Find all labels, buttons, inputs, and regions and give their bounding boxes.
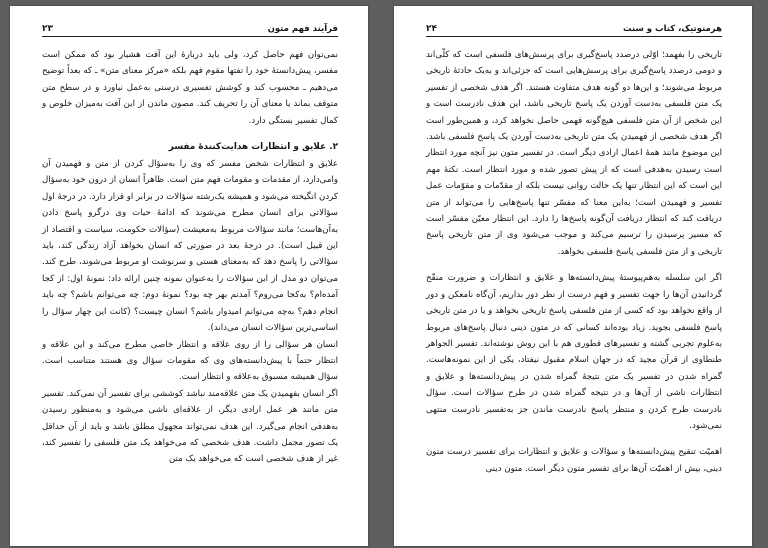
paragraph: اگر انسان بفهمیدن یک متن علاقه‌مند نباشد کوششی برای تفسیر آن نمی‌کند. تفسیر متن مانند هر عمل ارادی دیگر، از علاقه‌ای ناشی می‌شود و به‌منظور رسیدن به‌هدفی انجام می‌گیرد. این هدف نمی‌تواند مجهول مطلق باشد و باید از آن حداقل یک تصور مجمل داشت. هدف شخصی که می‌خواهد یک متن فلسفی را تفسیر کند، غیر از هدف شخصی است که می‌خواهد یک متن	[42, 388, 338, 465]
paragraph: علایق و انتظارات شخص مفسر که وی را به‌سؤال کردن از متن و فهمیدن آن وامی‌دارد، از مقدمات و مقومات فهم متن است. ظاهراً انسان از درون خود به‌سؤال کردن انگیخته می‌شود و همیشه یک‌رشته سؤالات در برابر او قرار دارد. در درجهٔ اول سؤالاتی برای انسان مطرح می‌شوند که ادامهٔ حیات وی درگرو پاسخ دادن به‌آن‌هاست؛ مانند سؤالات مربوط به‌معیشت (سؤالات حکومت، سیاست و اقتصاد از این قبیل است). در درجهٔ بعد در صورتی که انسان بخواهد آزاد زندگی کند، باید سؤالاتی را پاسخ دهد که به‌معنای هستی و سرنوشت او مربوط می‌شوند، طرح کند. می‌توان دو مدل از این سؤالات را به‌عنوان نمونه چنین ارائه داد: نمونهٔ اول: از کجا آمده‌ام؟ به‌کجا می‌روم؟ آمدنم بهر چه بود؟ نمونهٔ دوم: چه می‌توانم باشم؟ چه باید انجام دهم؟ به‌چه می‌توانم امیدوار باشم؟ انسان چیست؟ (کانت این چهار سؤال را اساسی‌ترین سؤالات انسان می‌داند).	[42, 159, 338, 334]
running-title: هرمنوتیک، کتاب و سنت	[623, 24, 722, 34]
paragraph: تاریخی را بفهمد؛ اوّلی درصدد پاسخ‌گیری برای پرسش‌های فلسفی است که کلّی‌اند و دومی درصدد پاسخ‌گیری برای پرسش‌هایی است که جزئی‌اند و به‌یک حادثهٔ تاریخی مربوط می‌شوند؛ و این‌ها دو گونه هدف متفاوت هستند. اگر هدف شخصی از تفسیر یک متن فلسفی به‌دست آوردن یک پاسخ تاریخی باشد، این هدف نادرست است و این شخص از آن متن فلسفی هیچ‌گونه فهمی حاصل نخواهد کرد، و همین‌طور است اگر هدف شخصی از فهمیدن یک متن تاریخی به‌دست آوردن یک پاسخ فلسفی باشد. این موضوع مانند همهٔ اعمال ارادی دیگر است. در تفسیر متون نیز آنچه مورد انتظار است رسیدن به‌هدفی است که از پیش تصور شده و مورد انتظار است. نکتهٔ مهم این است که این انتظار تنها یک حالت روانی نیست بلکه از مقدّمات و مقوّمات عمل تفسیر و فهمیدن است؛ به‌این معنا که مفسّر تنها پاسخ‌هایی را می‌تواند از متن دریافت کند که انتظار دریافت آن‌گونه پاسخ‌ها را دارد. این انتظار معیّن مفسّر است که مسیر پرسیدن را ترسیم می‌کند و موجب می‌شود وی از متن تاریخی پاسخ تاریخی و از متن فلسفی پاسخ فلسفی بخواهد.	[426, 50, 722, 257]
paragraph: اهمیّت تنقیح پیش‌دانسته‌ها و سؤالات و علایق و انتظارات برای تفسیر درست متون دینی، بیش از اهمیّت آن‌ها برای تفسیر متون دیگر است. متون دینی	[426, 447, 722, 474]
running-title: فرآیند فهم متون	[267, 24, 338, 34]
page-number: ۲۳	[42, 24, 53, 34]
right-page	[394, 6, 752, 546]
page-header	[42, 24, 338, 37]
page-body	[42, 47, 338, 468]
page-header	[426, 24, 722, 37]
page-body	[426, 47, 722, 477]
section-heading: ۲. علایق و انتظارات هدایت‌کنندهٔ مفسر	[168, 142, 338, 153]
left-page	[10, 6, 368, 546]
page-number: ۲۴	[426, 24, 437, 34]
paragraph: نمی‌توان فهم حاصل کرد، ولی باید دربارهٔ این آفت هشیار بود که ممکن است مفسر، پیش‌دانستهٔ خود را تفتها مقوم فهم بلکه «مرکز معنای متن» ـ که بعداً توضیح می‌دهیم ـ محسوب کند و کوشش تفسیری درستی به‌عمل نیاورد و در سطح متن متوقف بماند یا معنای آن را تحریف کند. مصون ماندن از این آفت به‌میزان خلوص و کمال تفسیر بستگی دارد.	[42, 50, 338, 126]
paragraph: انسان هر سؤالی را از روی علاقه و انتظار خاصی مطرح می‌کند و این علاقه و انتظار حتماً با پیش‌دانسته‌های وی که مقومات سؤال وی هستند متناسب است. سؤال همیشه مسبوق به‌علاقه و انتظار است.	[42, 339, 338, 383]
paragraph: اگر این سلسله به‌هم‌پیوستهٔ پیش‌دانسته‌ها و علایق و انتظارات و ضرورت منقّح گردانیدن آن‌ها را جهت تفسیر و فهم درست از نظر دور بداریم، آن‌گاه نامعکن و دور از واقع نخواهد بود که کسی از متن فلسفی پاسخ تاریخی بخواهد و یا در متن تاریخی پاسخ فلسفی بجوید. زیاد بوده‌اند کسانی که در متون دینی دنبال پاسخ‌های مربوط به‌علوم تجربی گشته و تفسیرهای قطوری هم با این روش نوشته‌اند. تفسیر الجواهر طنطاوی از قرآن مجید که در جهان اسلام مقبول نیفتاد، یکی از این نمونه‌هاست. گمراه شدن در تفسیر یک متن نتیجهٔ گمراه شدن در پیش‌دانسته‌ها و علایق و انتظارات ناشی از آن‌ها و در نتیجه گمراه شدن در طرح سؤالات است. سؤال نادرست طرح کردن و منتظر پاسخ نادرست ماندن جز به‌تفسیر نادرست منتهی نمی‌شود.	[426, 273, 722, 431]
